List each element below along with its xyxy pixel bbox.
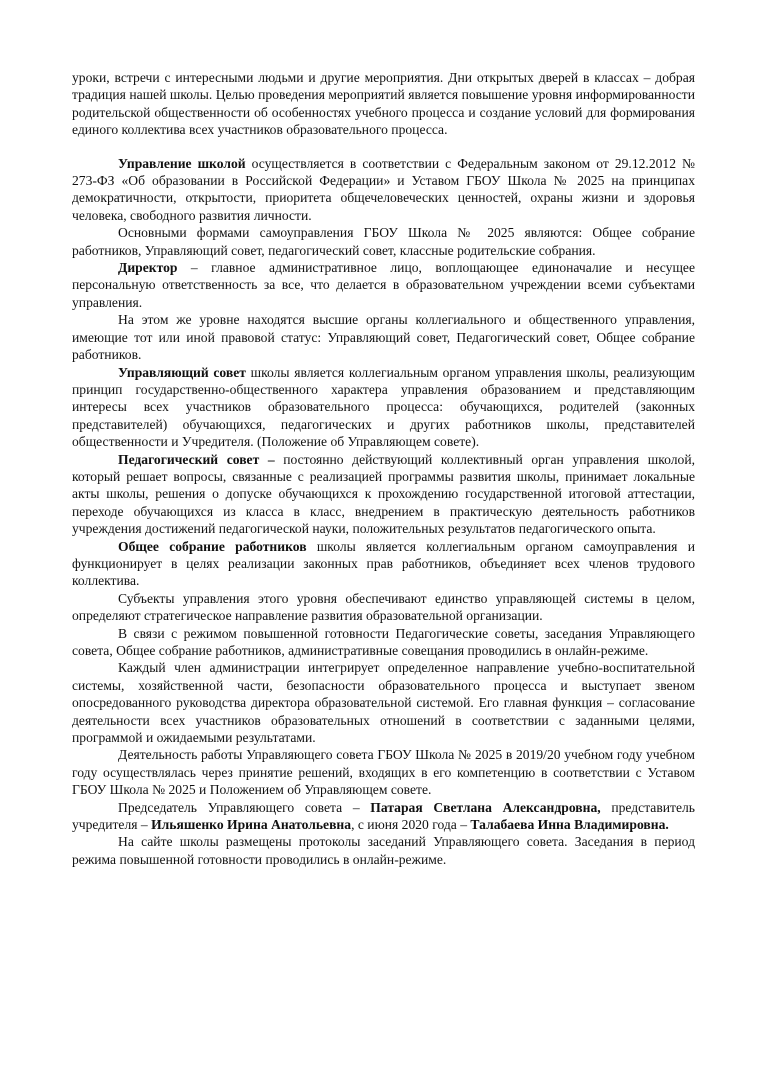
paragraph-pedagogical-council: Педагогический совет – постоянно действующий коллективный орган управления школой, который решает вопросы, связанные с реализацией программы развития школы, принимает локальные акты школы, решения о допуске обучающихся к прохождению государственной итоговой аттестации, переходе обучающихся из класса в класс, внедрением в практическую деятельность работников учреждения достижений педагогической науки, положительных результатов педагогического опыта.	[72, 451, 695, 537]
paragraph-protocols-on-site: На сайте школы размещены протоколы заседаний Управляющего совета. Заседания в период режима повышенной готовности проводились в онлайн-режиме.	[72, 834, 695, 867]
paragraph-council-activity: Деятельность работы Управляющего совета ГБОУ Школа № 2025 в 2019/20 учебном году учебном году осуществлялась через принятие решений, входящих в его компетенцию в соответствии с Уставом ГБОУ Школа № 2025 и Положением об Управляющем совете.	[72, 747, 695, 798]
paragraph-open-days: уроки, встречи с интересными людьми и другие мероприятия. Дни открытых дверей в классах – добрая традиция нашей школы. Целью проведения мероприятий является повышение уровня информированности родительской общественности об особенностях учебного процесса и создание условий для формирования единого коллектива всех участников образовательного процесса.	[72, 70, 695, 138]
paragraph-management-subjects: Субъекты управления этого уровня обеспечивают единство управляющей системы в целом, определяют стратегическое направление развития образовательной организации.	[72, 590, 695, 624]
paragraph-general-meeting: Общее собрание работников школы является коллегиальным органом самоуправления и функционирует в целях реализации законных прав работников, объединяет всех членов трудового коллектива.	[72, 538, 695, 589]
paragraph-administration-members: Каждый член администрации интегрирует определенное направление учебно-воспитательной системы, хозяйственной части, безопасности образовательного процесса и выступает звеном опосредованного руководства директора образовательной системой. Его главная функция – согласование деятельности всех участников образовательных отношений в соответствии с заданными целями, программой и ожидаемыми результатами.	[72, 660, 695, 746]
term-pedagogical-council: Педагогический совет –	[118, 451, 275, 467]
paragraph-director: Директор – главное административное лицо, воплощающее единоначалие и несущее персональную ответственность за все, что делается в образовательном учреждении всеми субъектами управления.	[72, 260, 695, 310]
new-representative-name: Талабаева Инна Владимировна.	[470, 817, 669, 833]
founder-representative-name: Ильяшенко Ирина Анатольевна	[151, 817, 352, 833]
paragraph-council-chair: Председатель Управляющего совета – Патарая Светлана Александровна, представитель учредителя – Ильяшенко Ирина Анатольевна, с июня 2020 года – Талабаева Инна Владимировна.	[72, 799, 695, 833]
term-school-management: Управление школой	[118, 155, 246, 171]
term-director: Директор	[118, 260, 178, 276]
paragraph-online-mode: В связи с режимом повышенной готовности Педагогические советы, заседания Управляющего совета, Общее собрание работников, административные совещания проводились в онлайн-режиме.	[72, 625, 695, 658]
chair-name: Патарая Светлана Александровна,	[370, 799, 601, 815]
paragraph-school-management: Управление школой осуществляется в соответствии с Федеральным законом от 29.12.2012 № 273-ФЗ «Об образовании в Российской Федерации» и Уставом ГБОУ Школа № 2025 на принципах демократичности, открытости, приоритета общечеловеческих ценностей, охраны жизни и здоровья человека, свободного развития личности.	[72, 155, 695, 223]
term-governing-council: Управляющий совет	[118, 364, 246, 380]
paragraph-self-government-forms: Основными формами самоуправления ГБОУ Школа № 2025 являются: Общее собрание работников, Управляющий совет, педагогический совет, классные родительские собрания.	[72, 225, 695, 258]
term-general-meeting: Общее собрание работников	[118, 538, 307, 554]
paragraph-governing-council: Управляющий совет школы является коллегиальным органом управления школы, реализующим принцип государственно-общественного характера управления образованием и представляющим интересы всех участников образовательного процесса: обучающихся, родителей (законных представителей) обучающихся, педагогических и других работников школы, представителей общественности и Учредителя. (Положение об Управляющем совете).	[72, 364, 695, 450]
paragraph-collegial-bodies: На этом же уровне находятся высшие органы коллегиального и общественного управления, имеющие тот или иной правовой статус: Управляющий совет, Педагогический совет, Общее собрание работников.	[72, 312, 695, 363]
